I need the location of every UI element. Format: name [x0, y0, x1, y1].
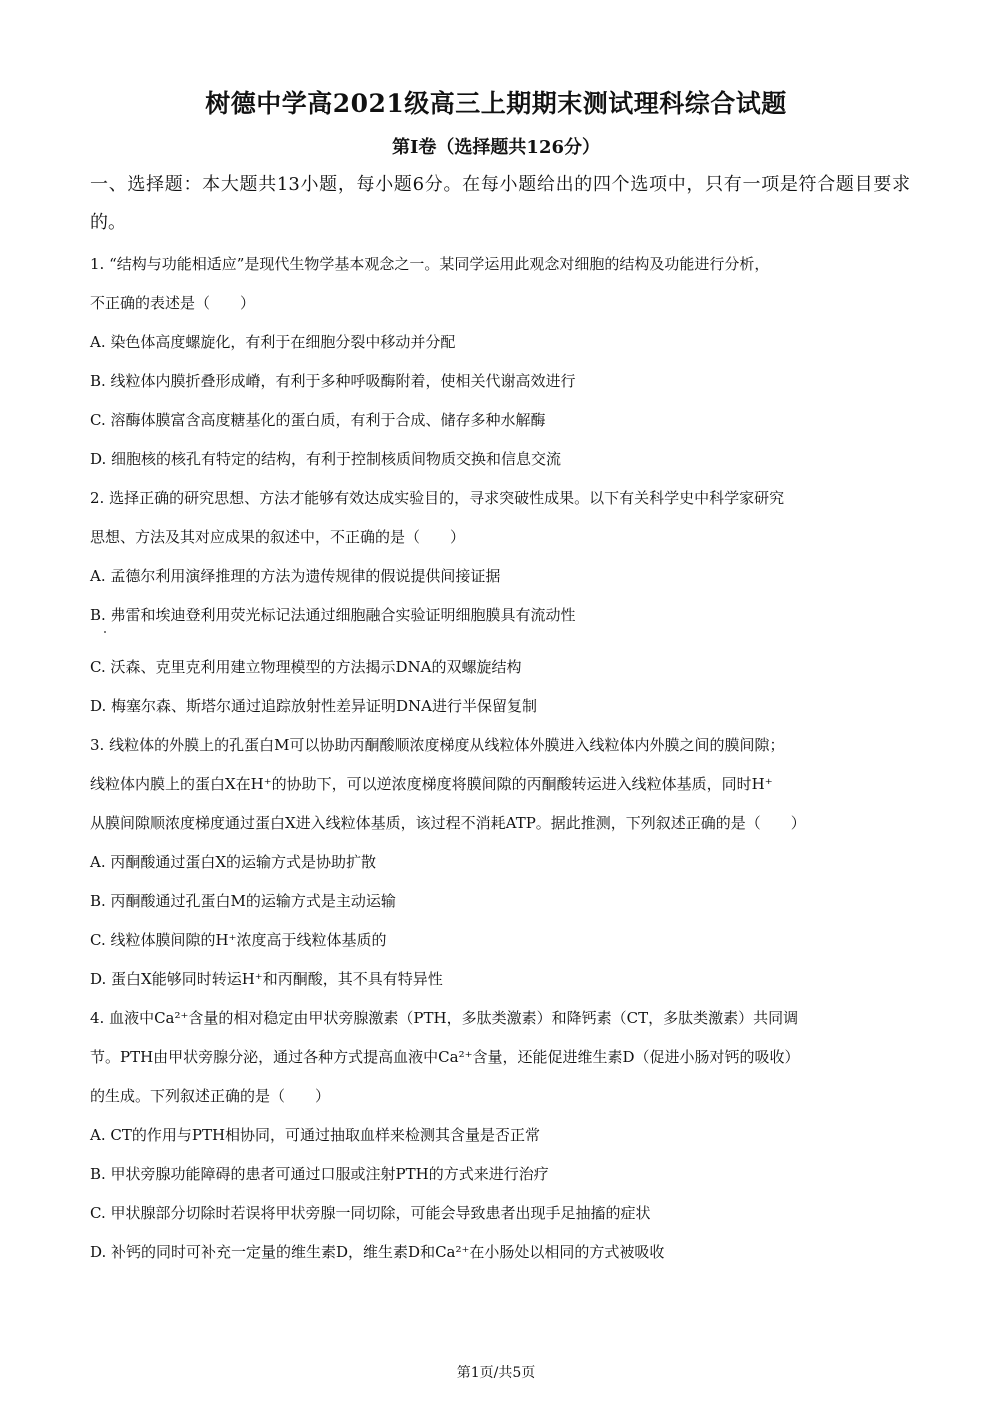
q3-option-a: A. 丙酮酸通过蛋白X的运输方式是协助扩散 [90, 853, 377, 871]
q3-stem-line3: 从膜间隙顺浓度梯度通过蛋白X进入线粒体基质，该过程不消耗ATP。据此推测，下列叙述正确的是（ ） [90, 814, 806, 832]
q3-option-c: C. 线粒体膜间隙的H⁺浓度高于线粒体基质的 [90, 931, 387, 949]
q4-option-c: C. 甲状腺部分切除时若误将甲状旁腺一同切除，可能会导致患者出现手足抽搐的症状 [90, 1204, 651, 1222]
page-footer: 第1页/共5页 [456, 1365, 536, 1381]
q1-stem-line2: 不正确的表述是（ ） [90, 294, 256, 312]
q4-stem-line2: 节。PTH由甲状旁腺分泌，通过各种方式提高血液中Ca²⁺含量，还能促进维生素D（促进小肠对钙的吸收） [90, 1048, 800, 1066]
q4-option-a: A. CT的作用与PTH相协同，可通过抽取血样来检测其含量是否正常 [90, 1126, 541, 1144]
q2-option-c: C. 沃森、克里克利用建立物理模型的方法揭示DNA的双螺旋结构 [90, 658, 522, 676]
q1-stem-line1: 1. “结构与功能相适应”是现代生物学基本观念之一。某同学运用此观念对细胞的结构及功能进行分析， [90, 255, 770, 273]
q1-option-d: D. 细胞核的核孔有特定的结构，有利于控制核质间物质交换和信息交流 [90, 450, 562, 468]
q1-option-a: A. 染色体高度螺旋化，有利于在细胞分裂中移动并分配 [90, 333, 456, 351]
section-header: 一、选择题：本大题共13小题，每小题6分。在每小题给出的四个选项中，只有一项是符合题目要求的。 [90, 174, 910, 233]
q1-option-b: B. 线粒体内膜折叠形成嵴，有利于多种呼吸酶附着，使相关代谢高效进行 [90, 372, 576, 390]
q4-stem-line3: 的生成。下列叙述正确的是（ ） [90, 1087, 331, 1105]
q4-stem-line1: 4. 血液中Ca²⁺含量的相对稳定由甲状旁腺激素（PTH，多肽类激素）和降钙素（CT，多肽类激素）共同调 [90, 1009, 799, 1027]
q3-stem-line1: 3. 线粒体的外膜上的孔蛋白M可以协助丙酮酸顺浓度梯度从线粒体外膜进入线粒体内外膜之间的膜间隙； [90, 736, 785, 754]
q3-stem-line2: 线粒体内膜上的蛋白X在H⁺的协助下，可以逆浓度梯度将膜间隙的丙酮酸转运进入线粒体基质，同时H⁺ [90, 775, 773, 793]
q3-option-d: D. 蛋白X能够同时转运H⁺和丙酮酸，其不具有特异性 [90, 970, 443, 988]
q2-stem-line2: 思想、方法及其对应成果的叙述中，不正确的是（ ） [90, 528, 466, 546]
scan-speck [104, 631, 106, 633]
q2-stem-line1: 2. 选择正确的研究思想、方法才能够有效达成实验目的，寻求突破性成果。以下有关科学史中科学家研究 [90, 489, 785, 507]
exam-subtitle: 第I卷（选择题共126分） [392, 137, 600, 158]
q2-option-a: A. 孟德尔利用演绎推理的方法为遗传规律的假说提供间接证据 [90, 567, 501, 585]
q3-option-b: B. 丙酮酸通过孔蛋白M的运输方式是主动运输 [90, 892, 396, 910]
q4-option-b: B. 甲状旁腺功能障碍的患者可通过口服或注射PTH的方式来进行治疗 [90, 1165, 549, 1183]
q2-option-b: B. 弗雷和埃迪登利用荧光标记法通过细胞融合实验证明细胞膜具有流动性 [90, 606, 576, 624]
exam-title: 树德中学高2021级高三上期期末测试理科综合试题 [205, 89, 787, 118]
q2-option-d: D. 梅塞尔森、斯塔尔通过追踪放射性差异证明DNA进行半保留复制 [90, 697, 538, 715]
q4-option-d: D. 补钙的同时可补充一定量的维生素D，维生素D和Ca²⁺在小肠处以相同的方式被吸收 [90, 1243, 665, 1261]
q1-option-c: C. 溶酶体膜富含高度糖基化的蛋白质，有利于合成、储存多种水解酶 [90, 411, 546, 429]
